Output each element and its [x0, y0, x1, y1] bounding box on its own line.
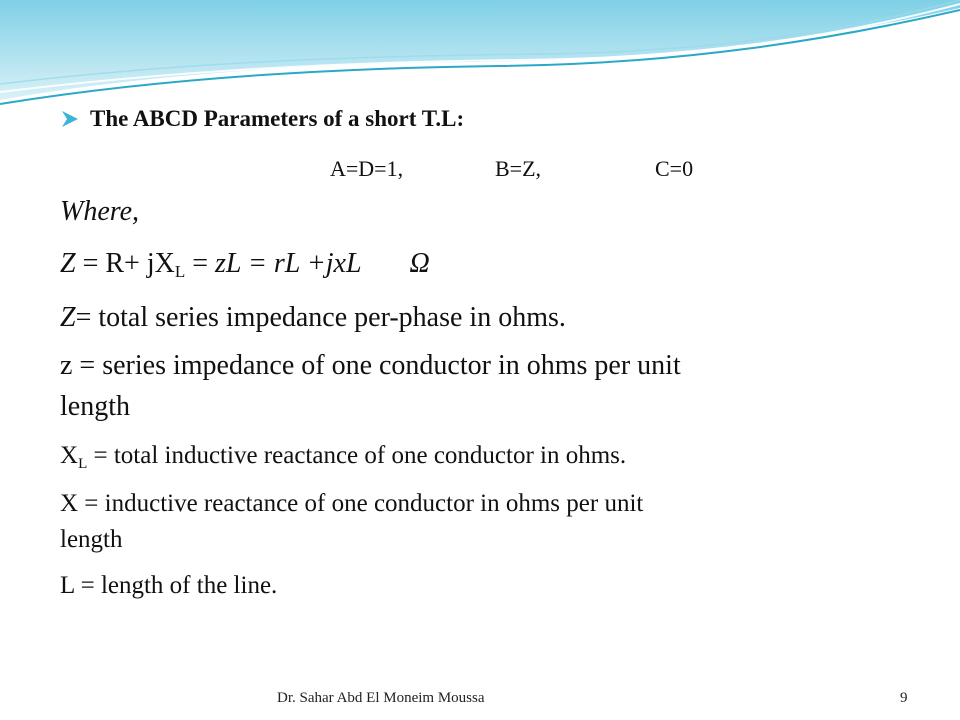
page-number: 9: [900, 690, 908, 706]
bullet-title: The ABCD Parameters of a short T.L:: [90, 106, 465, 131]
param-c: C=0: [655, 156, 694, 181]
arrow-bullet-icon: [60, 109, 80, 129]
small-z-def-line2: length: [60, 391, 130, 422]
eq-z: Z: [60, 248, 76, 279]
header-wave-decoration: [0, 0, 960, 115]
small-z-def-line1: z = series impedance of one conductor in ohms per unit: [60, 350, 681, 381]
l-definition: L = length of the line.: [60, 572, 278, 599]
z-def-text: = total series impedance per-phase in ohms.: [75, 302, 566, 333]
z-definition: [60, 302, 566, 334]
bullet-row: [60, 106, 464, 132]
eq-sub-l: L: [174, 262, 186, 281]
xl-symbol: X: [60, 442, 79, 469]
eq-part1: = R+ jX: [75, 248, 175, 279]
impedance-equation: [60, 248, 430, 280]
where-label: Where,: [60, 196, 140, 227]
eq-part2: =: [185, 248, 216, 279]
xl-text: = total inductive reactance of one conductor in ohms.: [87, 442, 627, 469]
xl-definition: [60, 440, 626, 472]
z-def-symbol: Z: [60, 302, 76, 333]
param-ad: A=D=1,: [330, 156, 404, 181]
eq-zl: zL = rL +jxL: [215, 248, 362, 279]
x-def-line2: length: [60, 526, 123, 553]
param-b: B=Z,: [495, 156, 542, 181]
footer-author: Dr. Sahar Abd El Moneim Moussa: [277, 690, 485, 706]
x-def-line1: X = inductive reactance of one conductor in ohms per unit: [60, 490, 644, 517]
eq-omega: Ω: [409, 248, 430, 279]
xl-sub: L: [78, 456, 88, 472]
